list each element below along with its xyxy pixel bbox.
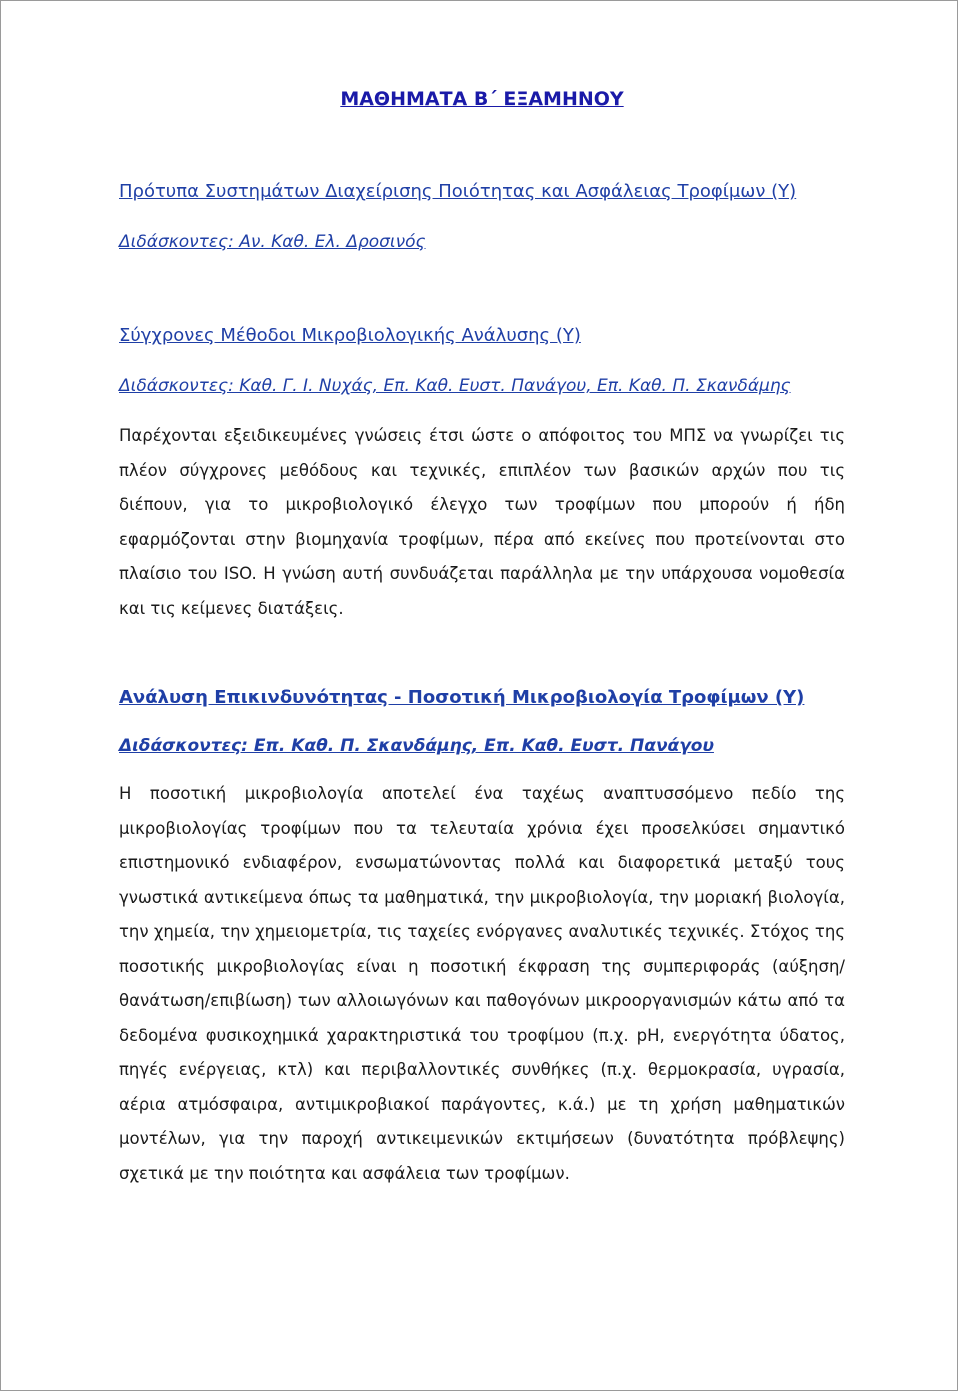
course-section xyxy=(119,679,845,1191)
course-teachers: Διδάσκοντες: Αν. Καθ. Ελ. Δροσινός xyxy=(119,232,426,252)
course-description: Η ποσοτική μικροβιολογία αποτελεί ένα ταχέως αναπτυσσόμενο πεδίο της μικροβιολογίας τροφίμων που τα τελευταία χρόνια έχει προσελκύσει σημαντικό επιστημονικό ενδιαφέρον, ενσωματώνοντας πολλά και διαφορετικά μεταξύ τους γνωστικά αντικείμενα όπως τα μαθηματικά, την μικροβιολογία, την μοριακή βιολογία, την χημεία, την χημειομετρία, τις ταχείες ενόργανες αναλυτικές τεχνικές. Στόχος της ποσοτικής μικροβιολογίας είναι η ποσοτική έκφραση της συμπεριφοράς (αύξηση/θανάτωση/επιβίωση) των αλλοιωγόνων και παθογόνων μικροοργανισμών κάτω από τα δεδομένα φυσικοχημικά χαρακτηριστικά του τροφίμου (π.χ. pH, ενεργότητα ύδατος, πηγές ενέργειας, κτλ) και περιβαλλοντικές συνθήκες (π.χ. θερμοκρασία, υγρασία, αέρια ατμόσφαιρα, αντιμικροβιακοί παράγοντες, κ.ά.) με τη χρήση μαθηματικών μοντέλων, για την παροχή αντικειμενικών εκτιμήσεων (δυνατότητα πρόβλεψης) σχετικά με την ποιότητα και ασφάλεια των τροφίμων. xyxy=(119,784,845,1183)
course-title: Σύγχρονες Μέθοδοι Μικροβιολογικής Ανάλυσης (Υ) xyxy=(119,325,581,346)
course-section xyxy=(119,317,845,626)
document-content xyxy=(119,85,845,1191)
course-title: Πρότυπα Συστημάτων Διαχείρισης Ποιότητας και Ασφάλειας Τροφίμων (Υ) xyxy=(119,181,797,202)
page-title: ΜΑΘΗΜΑΤΑ Β΄ ΕΞΑΜΗΝΟΥ xyxy=(340,88,624,110)
course-teachers: Διδάσκοντες: Επ. Καθ. Π. Σκανδάμης, Επ. Καθ. Ευστ. Πανάγου xyxy=(119,736,714,756)
course-description: Παρέχονται εξειδικευμένες γνώσεις έτσι ώστε ο απόφοιτος του ΜΠΣ να γνωρίζει τις πλέον σύγχρονες μεθόδους και τεχνικές, επιπλέον των βασικών αρχών που τις διέπουν, για το μικροβιολογικό έλεγχο των τροφίμων που μπορούν ή ήδη εφαρμόζονται στην βιομηχανία τροφίμων, πέρα από εκείνες που προτείνονται στο πλαίσιο του ISO. Η γνώση αυτή συνδυάζεται παράλληλα με την υπάρχουσα νομοθεσία και τις κείμενες διατάξεις. xyxy=(119,426,845,618)
course-teachers: Διδάσκοντες: Καθ. Γ. Ι. Νυχάς, Επ. Καθ. Ευστ. Πανάγου, Επ. Καθ. Π. Σκανδάμης xyxy=(119,376,791,396)
course-title: Ανάλυση Επικινδυνότητας - Ποσοτική Μικροβιολογία Τροφίμων (Υ) xyxy=(119,687,805,708)
course-section xyxy=(119,173,845,261)
